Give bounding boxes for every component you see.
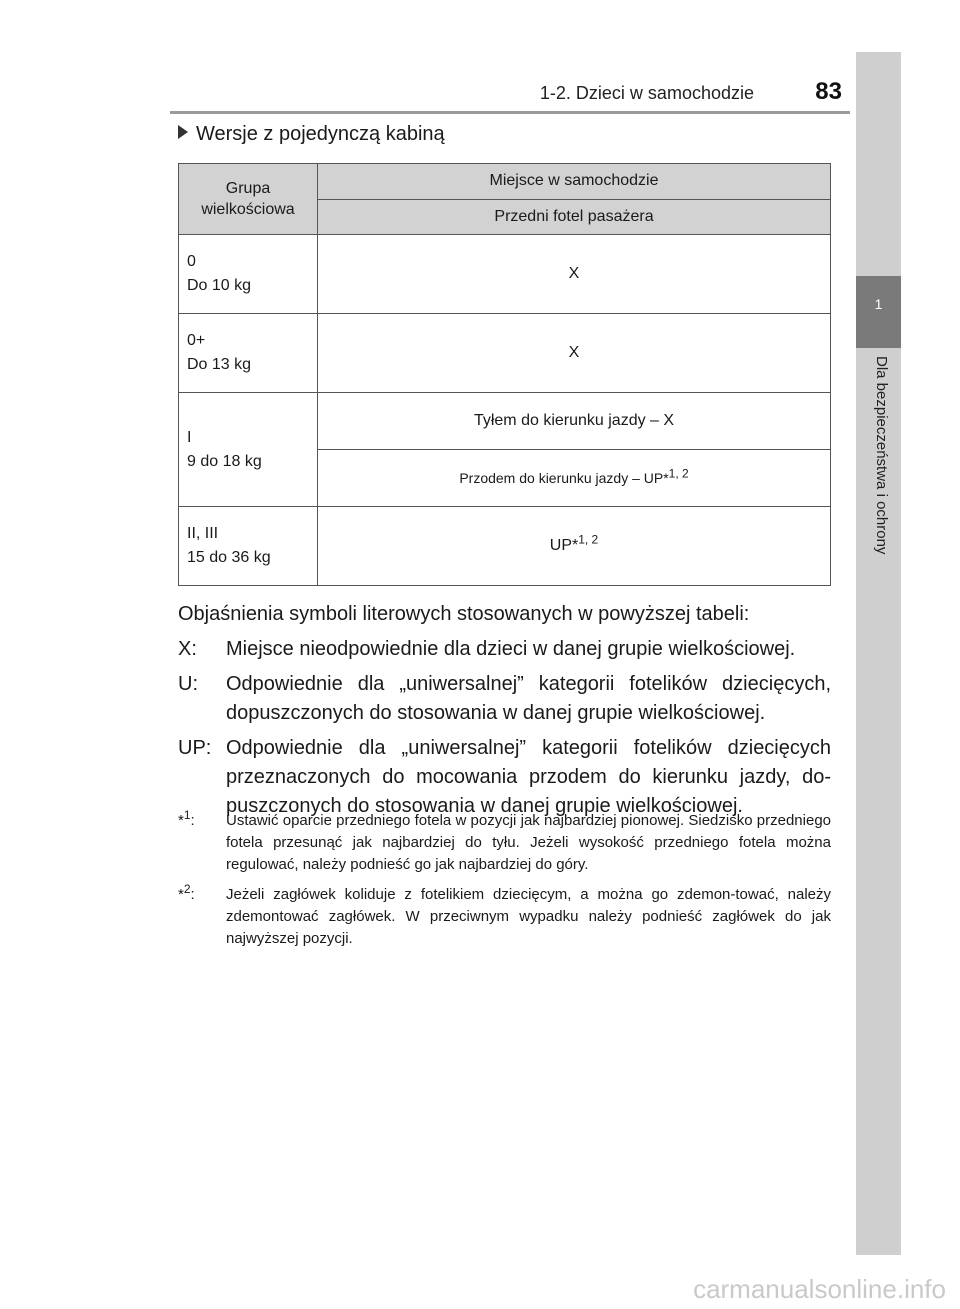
group-cell — [179, 507, 318, 586]
header-divider — [170, 111, 850, 114]
group-code: I — [187, 428, 192, 446]
legend-key: X: — [178, 638, 197, 660]
chapter-label: Dla bezpieczeństwa i ochrony — [873, 356, 890, 555]
triangle-bullet-icon — [178, 125, 188, 139]
group-cell — [179, 393, 318, 507]
footnote-number: 2 — [183, 882, 191, 896]
table-row — [179, 235, 831, 314]
value-cell — [318, 507, 831, 586]
footnote-text: Ustawić oparcie przedniego fotela w pozycji jak najbardziej pionowej. Siedzisko przedniego fotela przesunąć jak najbardziej do tyłu. Jeżeli wysokość przedniego fotela można regulować, należy podnieść go jak najbardziej do góry. — [226, 812, 831, 873]
table-row — [179, 507, 831, 586]
legend-item — [178, 734, 831, 821]
value-text: UP* — [549, 537, 579, 554]
col-header-sub: Przedni fotel pasażera — [318, 199, 831, 235]
value-text: Przodem do kierunku jazdy – UP* — [459, 470, 669, 486]
group-cell — [179, 235, 318, 314]
col-header-main: Miejsce w samochodzie — [318, 164, 831, 200]
table-row — [179, 393, 831, 450]
page-header — [170, 78, 842, 110]
footnote-asterisk: * — [178, 886, 184, 903]
legend-key: UP: — [178, 737, 212, 759]
group-code: II, III — [187, 525, 219, 542]
section-title: 1-2. Dzieci w samochodzie — [539, 83, 754, 103]
variant-heading — [178, 123, 445, 146]
group-weight: 15 do 36 kg — [187, 549, 271, 566]
group-weight: 9 do 18 kg — [187, 452, 262, 470]
legend-intro: Objaśnienia symboli literowych stosowanych w powyższej tabeli: — [178, 603, 750, 625]
group-weight: Do 10 kg — [187, 277, 252, 294]
footnote-mark: *$^1$: — [178, 808, 195, 829]
variant-label: Wersje z pojedynczą kabiną — [196, 123, 445, 145]
col-header-group: Grupa wielkościowa — [179, 164, 318, 235]
chapter-number: 1 — [874, 296, 883, 312]
footnote-ref: 1, 2 — [578, 532, 599, 547]
footnote-mark: *$^2$: — [178, 882, 195, 903]
footnotes — [178, 810, 831, 958]
value-cell: Tyłem do kierunku jazdy – X — [318, 393, 831, 450]
legend-text: Miejsce nieodpowiednie dla dzieci w danej grupie wielkościowej. — [226, 638, 796, 660]
legend-text: Odpowiednie dla „uniwersalnej” kategorii fotelików dziecięcych przeznaczonych do mocowania przodem do kierunku jazdy, do-puszczonych do stosowania w danej grupie wielkościowej. — [226, 737, 831, 817]
footnote-number: 1 — [183, 808, 191, 822]
legend-item — [178, 670, 831, 728]
symbol-legend — [178, 600, 831, 827]
value-cell: X — [318, 235, 831, 314]
value-cell: X — [318, 314, 831, 393]
value-cell — [318, 450, 831, 507]
group-code: 0 — [187, 253, 196, 270]
footnote-ref: 1, 2 — [668, 466, 689, 481]
legend-item — [178, 635, 831, 664]
chapter-marker — [856, 276, 901, 348]
page-number: 83 — [815, 78, 842, 105]
legend-text: Odpowiednie dla „uniwersalnej” kategorii fotelików dziecięcych, dopuszczonych do stosowania w danej grupie wielkościowej. — [226, 673, 831, 724]
footnote — [178, 884, 831, 950]
child-seat-table — [178, 163, 831, 586]
footnote-asterisk: * — [178, 812, 184, 829]
legend-key: U: — [178, 673, 198, 695]
group-cell — [179, 314, 318, 393]
watermark: carmanualsonline.info — [693, 1274, 946, 1304]
group-weight: Do 13 kg — [187, 356, 252, 373]
footnote — [178, 810, 831, 876]
side-tab — [856, 52, 901, 1255]
group-code: 0+ — [187, 332, 206, 349]
footnote-text: Jeżeli zagłówek koliduje z fotelikiem dziecięcym, a można go zdemon-tować, należy zdemontować zagłówek. W przeciwnym wypadku należy podnieść zagłówek do jak najwyższej pozycji. — [226, 886, 831, 947]
table-row — [179, 314, 831, 393]
